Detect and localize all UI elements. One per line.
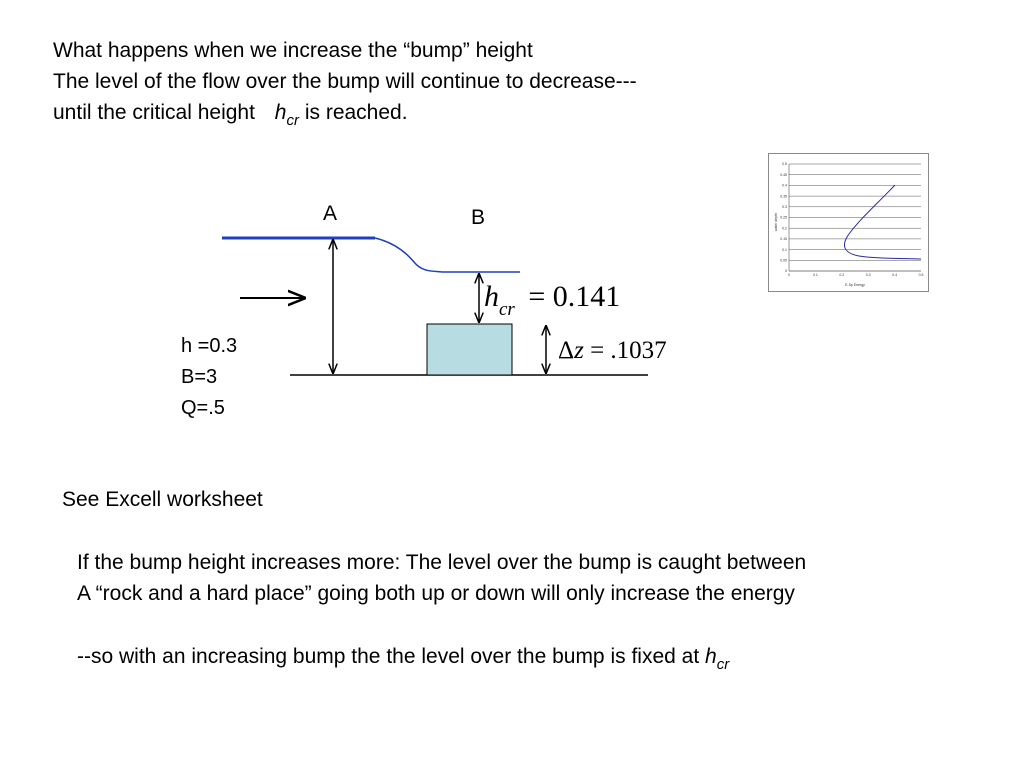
chart-y-tick-label: 0.35 [780, 194, 787, 199]
chart-xlabel: E-Sp Energy [845, 283, 865, 287]
see-excel-note: See Excell worksheet [62, 488, 263, 511]
param-q: Q=.5 [181, 397, 225, 419]
para1-line-1: If the bump height increases more: The level over the bump is caught between [77, 551, 807, 574]
chart-y-tick-label: 0 [785, 269, 787, 274]
para2-line [77, 642, 729, 674]
chart-y-tick-label: 0.5 [782, 162, 787, 167]
dz-eq-z: z [574, 337, 584, 364]
param-b: B=3 [181, 366, 218, 388]
chart-y-tick-label: 0.15 [780, 237, 787, 242]
para2-text: --so with an increasing bump the the level over the bump is fixed at [77, 645, 700, 668]
chart-y-tick-label: 0.3 [782, 205, 787, 209]
dz-equation [558, 336, 667, 366]
chart-y-tick-label: 0.45 [780, 172, 787, 177]
chart-ylabel: water depth [774, 212, 778, 232]
param-h: h =0.3 [181, 335, 238, 357]
header-line-3-text: until the critical height [53, 101, 255, 124]
chart-y-tick-label: 0.2 [782, 226, 787, 231]
hcr-eq-h: h [484, 280, 499, 313]
section-label-a: A [323, 202, 338, 225]
hcr-symbol: $h_{cr}$ [274, 101, 299, 129]
chart-y-tick-label: 0.1 [782, 247, 787, 252]
specific-energy-chart [769, 154, 930, 293]
dz-eq-delta: Δ [558, 337, 575, 364]
chart-y-tick-label: 0.05 [780, 258, 787, 263]
dz-eq-value: = .1037 [590, 337, 667, 364]
chart-x-tick-label: 0.5 [918, 273, 924, 277]
chart-x-tick-label: 0.4 [892, 273, 898, 277]
chart-y-tick-label: 0.25 [780, 215, 787, 220]
header-line-2: The level of the flow over the bump will continue to decrease--- [53, 70, 637, 93]
bump [427, 324, 512, 375]
hcr-eq-sub: cr [499, 299, 515, 320]
header-line-3-end: is reached. [304, 101, 408, 124]
header-line-1: What happens when we increase the “bump” height [53, 39, 533, 62]
hcr-equation [484, 279, 620, 319]
chart-x-tick-label: 0 [788, 273, 790, 277]
chart-x-tick-label: 0.3 [865, 273, 871, 277]
chart-y-tick-label: 0.4 [782, 183, 787, 188]
chart-x-tick-label: 0.1 [812, 273, 818, 277]
specific-energy-chart-thumbnail [768, 153, 929, 292]
water-surface-drawdown [375, 238, 520, 272]
hcr-eq-value: = 0.141 [528, 280, 621, 313]
para1-line-2: A “rock and a hard place” going both up or down will only increase the energy [77, 582, 795, 605]
section-label-b: B [471, 206, 486, 229]
chart-x-tick-label: 0.2 [839, 273, 845, 277]
para2-hcr: $h_{cr}$ [705, 645, 730, 673]
